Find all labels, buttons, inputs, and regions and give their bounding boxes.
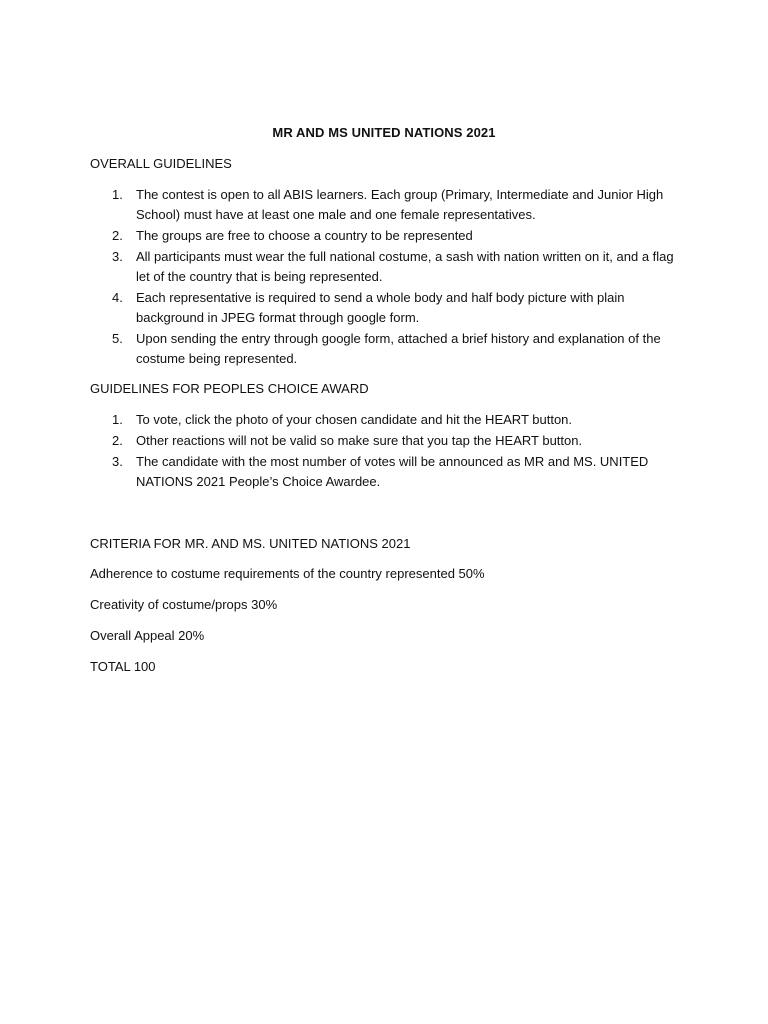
item-number: 3. <box>112 453 123 469</box>
item-text: The groups are free to choose a country to be represented <box>136 228 473 244</box>
item-text: Upon sending the entry through google form, attached a brief history and explanation of the costume being represented. <box>136 331 661 367</box>
item-number: 4. <box>112 289 123 305</box>
list-item <box>90 410 690 430</box>
criteria-heading: CRITERIA FOR MR. AND MS. UNITED NATIONS 2021 <box>90 536 411 551</box>
list-item <box>90 329 690 370</box>
item-text: The candidate with the most number of votes will be announced as MR and MS. UNITED NATIONS 2021 People’s Choice Awardee. <box>136 453 649 489</box>
item-number: 1. <box>112 187 123 202</box>
list-item <box>90 431 690 451</box>
criteria-line: Creativity of costume/props 30% <box>90 597 278 612</box>
item-text: All participants must wear the full national costume, a sash with nation written on it, and a flag let of the country that is being represented. <box>136 248 674 285</box>
item-text: Other reactions will not be valid so make sure that you tap the HEART button. <box>136 432 583 448</box>
peoples-choice-heading: GUIDELINES FOR PEOPLES CHOICE AWARD <box>90 381 369 396</box>
item-number: 1. <box>112 412 123 427</box>
item-number: 5. <box>112 331 123 347</box>
list-item <box>90 185 690 226</box>
document-title: MR AND MS UNITED NATIONS 2021 <box>272 125 496 140</box>
peoples-choice-list <box>90 410 690 493</box>
list-item <box>90 288 690 329</box>
criteria-line: Overall Appeal 20% <box>90 628 205 643</box>
criteria-line: Adherence to costume requirements of the country represented 50% <box>90 566 485 581</box>
item-number: 2. <box>112 228 123 244</box>
overall-guidelines-heading: OVERALL GUIDELINES <box>90 156 232 171</box>
overall-guidelines-list <box>90 185 690 370</box>
item-text: The contest is open to all ABIS learners. Each group (Primary, Intermediate and Junior High School) must have at least one male and one female representatives. <box>136 187 664 223</box>
list-item <box>90 226 690 246</box>
list-item <box>90 452 690 493</box>
criteria-total: TOTAL 100 <box>90 659 156 674</box>
item-text: Each representative is required to send a whole body and half body picture with plain background in JPEG format through google form. <box>136 289 625 326</box>
item-number: 3. <box>112 248 123 264</box>
item-number: 2. <box>112 432 123 448</box>
item-text: To vote, click the photo of your chosen candidate and hit the HEART button. <box>136 412 573 427</box>
list-item <box>90 247 690 288</box>
